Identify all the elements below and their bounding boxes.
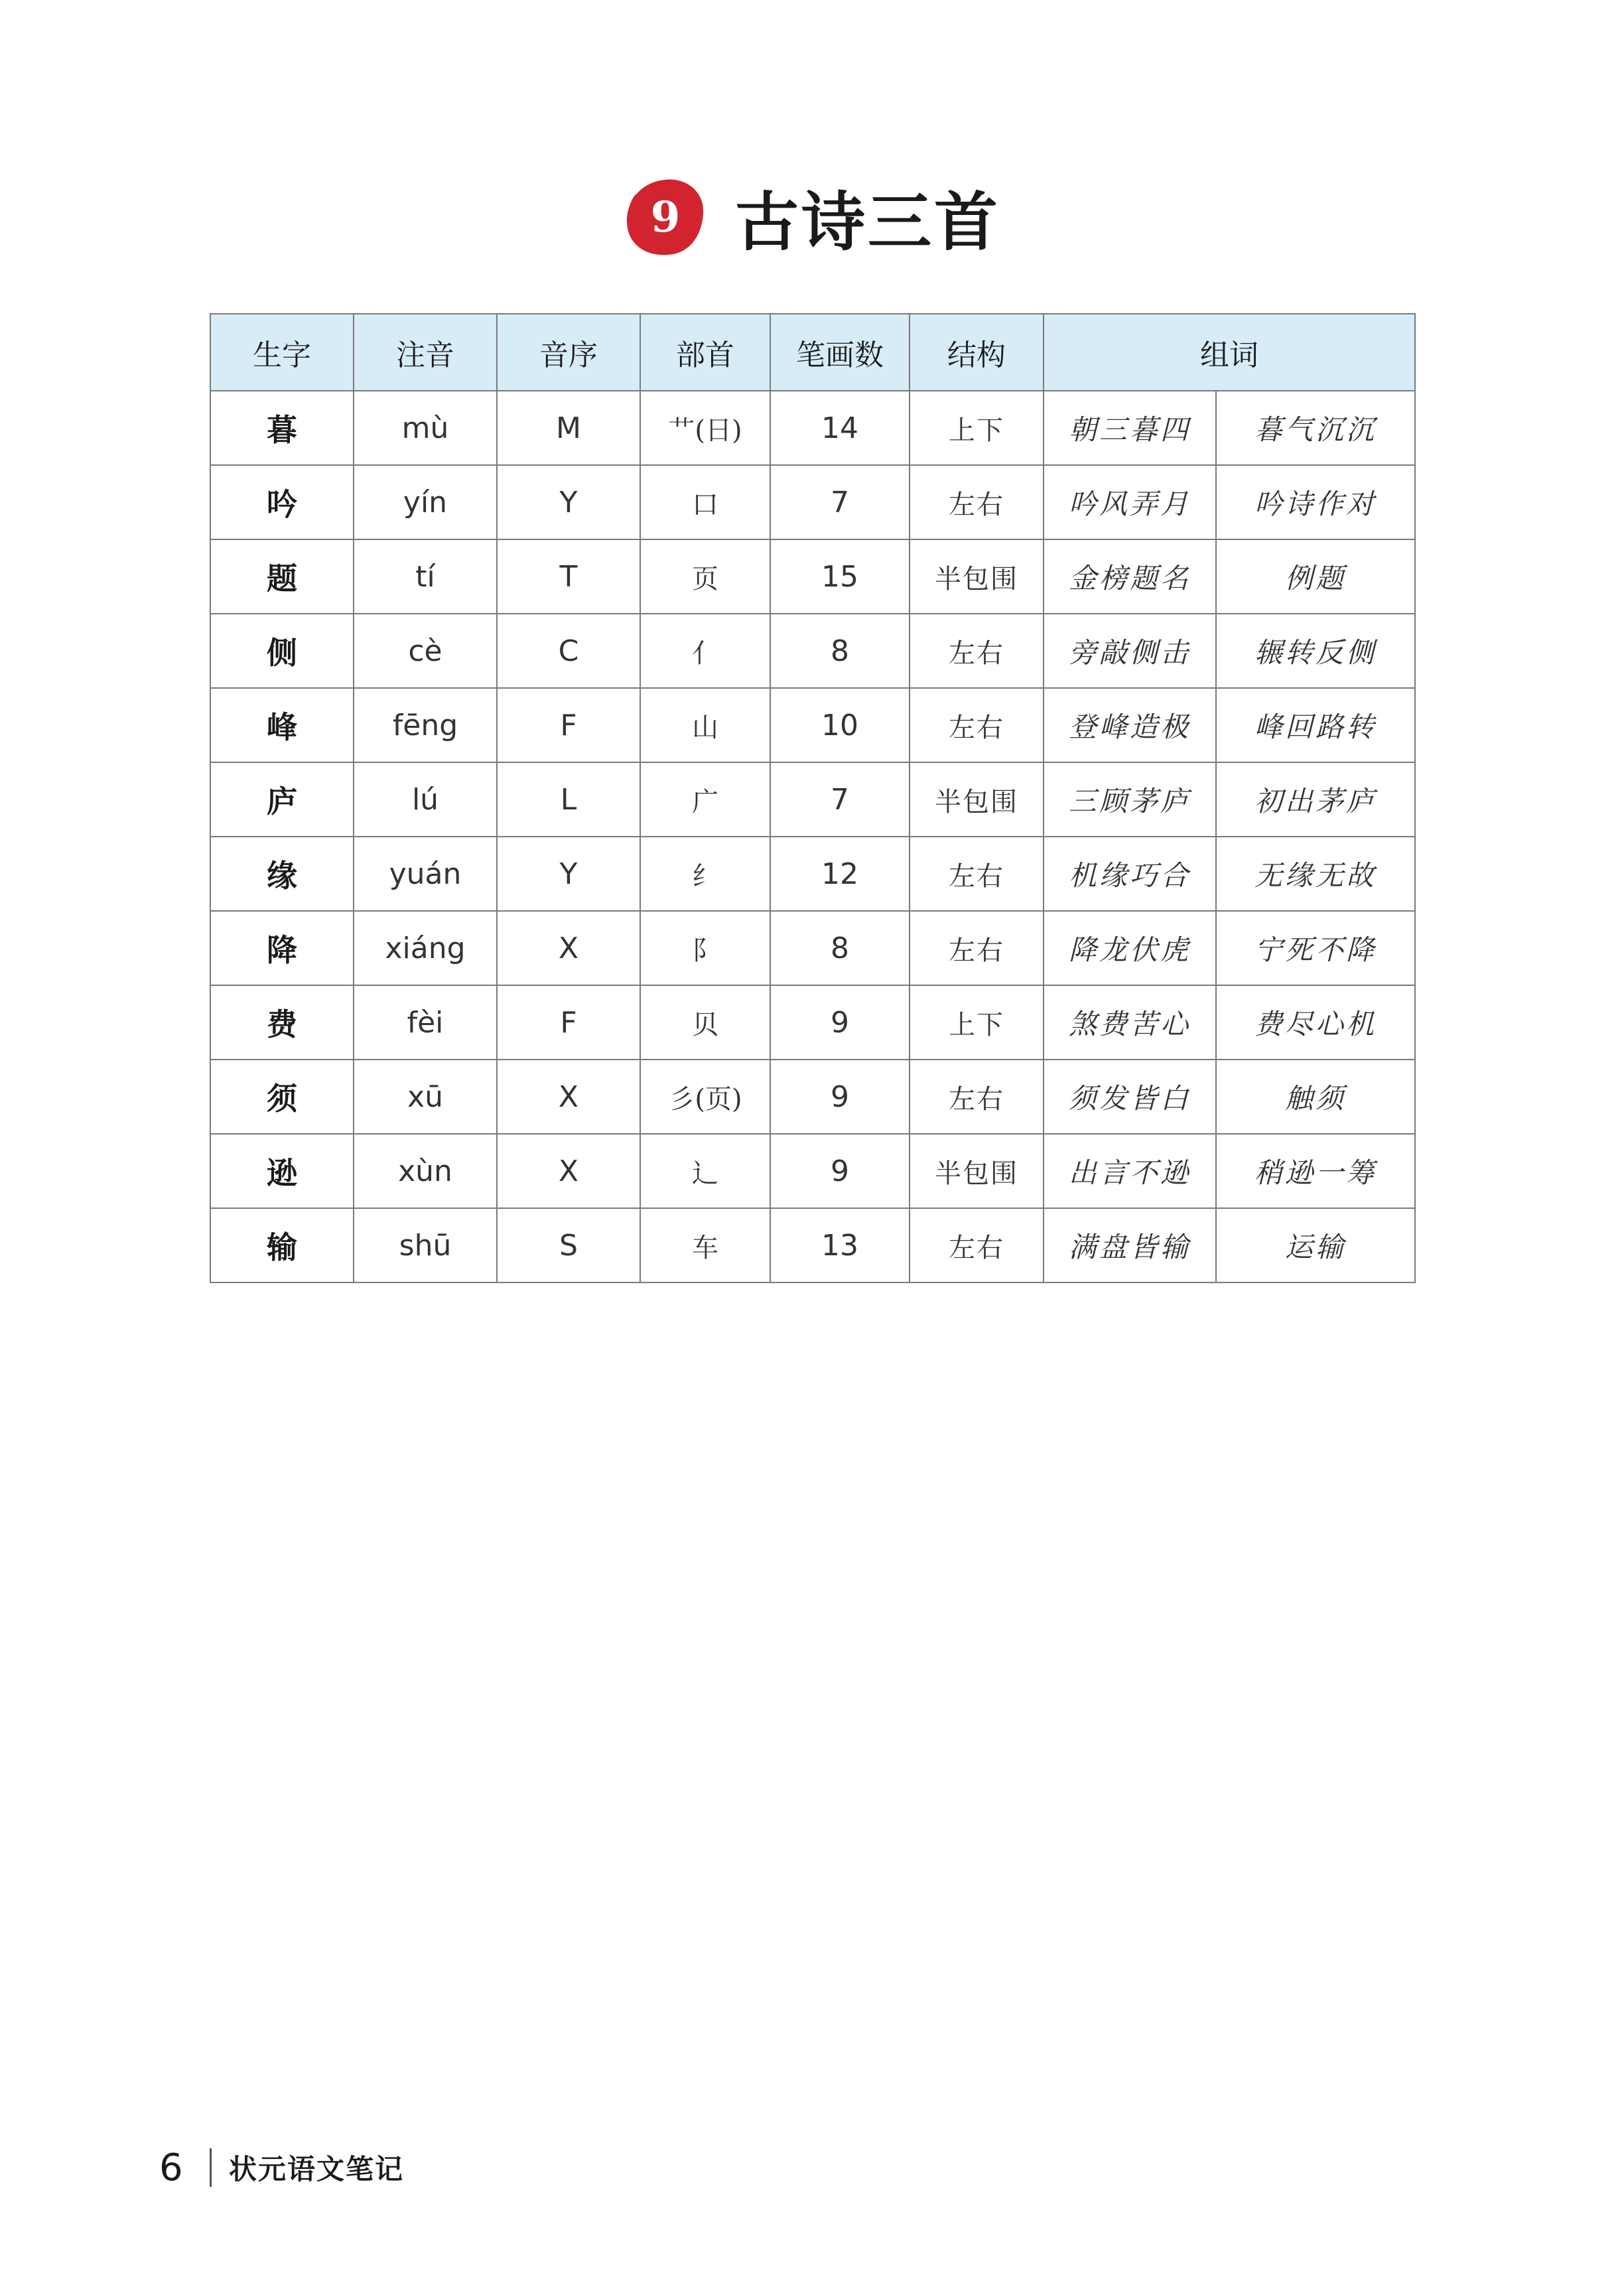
- cell-pinyin: tí: [354, 539, 497, 614]
- cell-order: Y: [497, 465, 640, 539]
- cell-word: 吟风弄月: [1044, 465, 1216, 539]
- cell-char: 侧: [210, 614, 354, 688]
- footer-divider: [210, 2148, 212, 2187]
- lesson-title: 古诗三首: [735, 184, 1000, 259]
- cell-pinyin: cè: [354, 614, 497, 688]
- cell-strokes: 8: [770, 614, 910, 688]
- cell-radical: 山: [640, 688, 770, 762]
- cell-pinyin: mù: [354, 391, 497, 465]
- header-structure: 结构: [910, 314, 1044, 391]
- cell-order: Y: [497, 837, 640, 911]
- book-title: 状元语文笔记: [229, 2153, 405, 2185]
- cell-strokes: 10: [770, 688, 910, 762]
- cell-radical: 纟: [640, 837, 770, 911]
- cell-word: 费尽心机: [1216, 985, 1415, 1060]
- cell-radical: 彡(页): [640, 1060, 770, 1134]
- header-order: 音序: [497, 314, 640, 391]
- table-row: [210, 837, 1415, 911]
- cell-radical: 阝: [640, 911, 770, 985]
- cell-structure: 左右: [910, 1208, 1044, 1282]
- cell-word: 金榜题名: [1044, 539, 1216, 614]
- cell-strokes: 9: [770, 1134, 910, 1208]
- cell-word: 初出茅庐: [1216, 762, 1415, 837]
- cell-word: 例题: [1216, 539, 1415, 614]
- cell-structure: 左右: [910, 688, 1044, 762]
- cell-strokes: 15: [770, 539, 910, 614]
- header-radical: 部首: [640, 314, 770, 391]
- header-words: 组词: [1044, 314, 1415, 391]
- table-row: [210, 911, 1415, 985]
- cell-order: F: [497, 688, 640, 762]
- cell-order: X: [497, 1134, 640, 1208]
- table-row: [210, 614, 1415, 688]
- cell-char: 输: [210, 1208, 354, 1282]
- cell-word: 三顾茅庐: [1044, 762, 1216, 837]
- table-row: [210, 985, 1415, 1060]
- cell-word: 无缘无故: [1216, 837, 1415, 911]
- cell-structure: 左右: [910, 911, 1044, 985]
- cell-char: 费: [210, 985, 354, 1060]
- cell-structure: 左右: [910, 837, 1044, 911]
- cell-radical: 亻: [640, 614, 770, 688]
- header-pinyin: 注音: [354, 314, 497, 391]
- cell-word: 吟诗作对: [1216, 465, 1415, 539]
- cell-order: C: [497, 614, 640, 688]
- cell-radical: 车: [640, 1208, 770, 1282]
- cell-order: L: [497, 762, 640, 837]
- cell-char: 吟: [210, 465, 354, 539]
- cell-char: 峰: [210, 688, 354, 762]
- cell-structure: 左右: [910, 465, 1044, 539]
- table-row: [210, 688, 1415, 762]
- cell-word: 旁敲侧击: [1044, 614, 1216, 688]
- cell-structure: 上下: [910, 985, 1044, 1060]
- cell-word: 运输: [1216, 1208, 1415, 1282]
- character-table: [210, 313, 1416, 1283]
- page-number: 6: [159, 2146, 183, 2189]
- cell-order: X: [497, 911, 640, 985]
- cell-strokes: 9: [770, 985, 910, 1060]
- cell-char: 题: [210, 539, 354, 614]
- cell-order: F: [497, 985, 640, 1060]
- cell-order: X: [497, 1060, 640, 1134]
- cell-strokes: 7: [770, 465, 910, 539]
- cell-strokes: 12: [770, 837, 910, 911]
- cell-structure: 半包围: [910, 539, 1044, 614]
- table-row: [210, 762, 1415, 837]
- cell-char: 庐: [210, 762, 354, 837]
- cell-strokes: 7: [770, 762, 910, 837]
- cell-strokes: 14: [770, 391, 910, 465]
- cell-word: 峰回路转: [1216, 688, 1415, 762]
- page-footer: [159, 2144, 404, 2191]
- cell-radical: 辶: [640, 1134, 770, 1208]
- cell-char: 暮: [210, 391, 354, 465]
- cell-char: 逊: [210, 1134, 354, 1208]
- table-row: [210, 1208, 1415, 1282]
- cell-word: 稍逊一筹: [1216, 1134, 1415, 1208]
- cell-pinyin: fèi: [354, 985, 497, 1060]
- cell-structure: 左右: [910, 614, 1044, 688]
- cell-structure: 左右: [910, 1060, 1044, 1134]
- cell-structure: 半包围: [910, 1134, 1044, 1208]
- table-row: [210, 465, 1415, 539]
- cell-word: 满盘皆输: [1044, 1208, 1216, 1282]
- header-strokes: 笔画数: [770, 314, 910, 391]
- cell-pinyin: shū: [354, 1208, 497, 1282]
- cell-word: 降龙伏虎: [1044, 911, 1216, 985]
- cell-char: 缘: [210, 837, 354, 911]
- cell-word: 宁死不降: [1216, 911, 1415, 985]
- cell-word: 煞费苦心: [1044, 985, 1216, 1060]
- cell-word: 辗转反侧: [1216, 614, 1415, 688]
- cell-word: 暮气沉沉: [1216, 391, 1415, 465]
- cell-structure: 上下: [910, 391, 1044, 465]
- lesson-number: 9: [650, 192, 681, 242]
- cell-order: T: [497, 539, 640, 614]
- cell-structure: 半包围: [910, 762, 1044, 837]
- cell-pinyin: xū: [354, 1060, 497, 1134]
- cell-radical: 广: [640, 762, 770, 837]
- cell-char: 须: [210, 1060, 354, 1134]
- cell-word: 朝三暮四: [1044, 391, 1216, 465]
- cell-order: S: [497, 1208, 640, 1282]
- cell-pinyin: xùn: [354, 1134, 497, 1208]
- cell-radical: 口: [640, 465, 770, 539]
- table-row: [210, 1060, 1415, 1134]
- cell-pinyin: xiáng: [354, 911, 497, 985]
- cell-char: 降: [210, 911, 354, 985]
- cell-strokes: 13: [770, 1208, 910, 1282]
- lesson-number-badge: [624, 176, 707, 258]
- cell-pinyin: yín: [354, 465, 497, 539]
- cell-word: 出言不逊: [1044, 1134, 1216, 1208]
- table-header-row: [210, 314, 1415, 391]
- cell-order: M: [497, 391, 640, 465]
- cell-strokes: 9: [770, 1060, 910, 1134]
- cell-radical: 艹(日): [640, 391, 770, 465]
- table-row: [210, 391, 1415, 465]
- cell-pinyin: lú: [354, 762, 497, 837]
- lesson-header: [0, 174, 1624, 260]
- cell-pinyin: yuán: [354, 837, 497, 911]
- table-row: [210, 1134, 1415, 1208]
- header-char: 生字: [210, 314, 354, 391]
- cell-radical: 贝: [640, 985, 770, 1060]
- cell-word: 须发皆白: [1044, 1060, 1216, 1134]
- cell-pinyin: fēng: [354, 688, 497, 762]
- cell-strokes: 8: [770, 911, 910, 985]
- table-row: [210, 539, 1415, 614]
- cell-word: 机缘巧合: [1044, 837, 1216, 911]
- cell-word: 触须: [1216, 1060, 1415, 1134]
- cell-radical: 页: [640, 539, 770, 614]
- cell-word: 登峰造极: [1044, 688, 1216, 762]
